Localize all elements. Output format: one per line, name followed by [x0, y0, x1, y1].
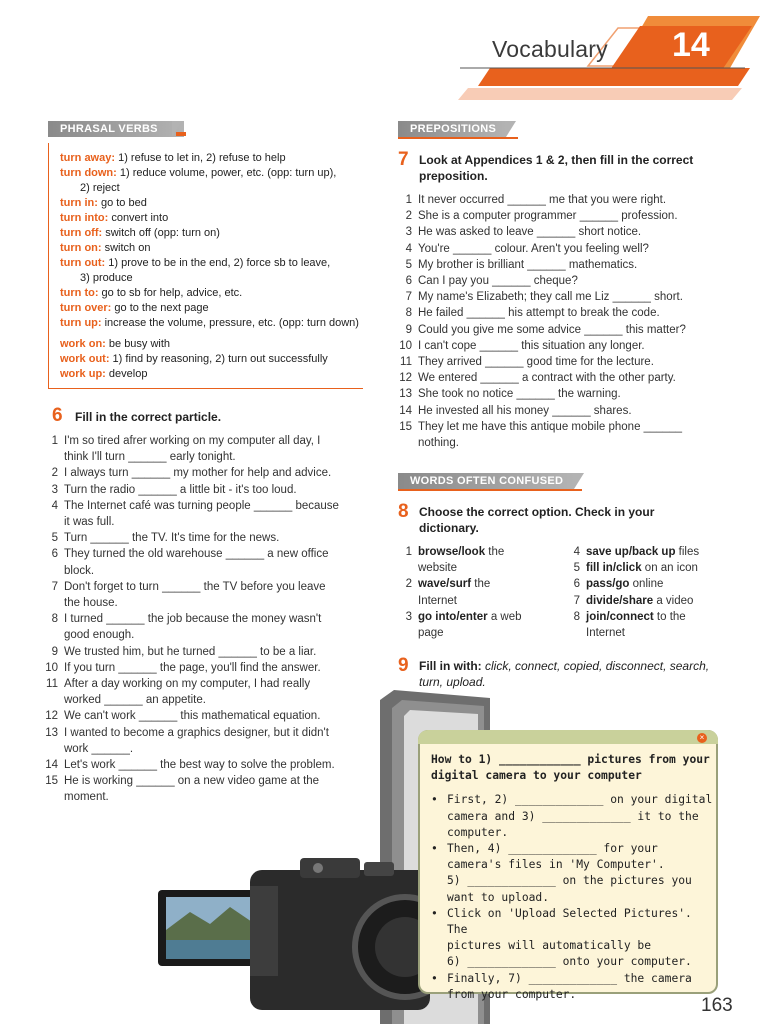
item-line: I always turn ______ my mother for help and advice.: [64, 467, 332, 480]
item-number: 15: [45, 775, 58, 788]
option-choices: join/connect: [586, 610, 654, 623]
item-text: [418, 370, 750, 386]
list-item: [390, 403, 750, 419]
item-number: 5: [405, 258, 412, 271]
phrasal-verb-entry: [60, 256, 363, 271]
option-item: [558, 560, 748, 576]
list-item: [390, 305, 750, 321]
phrasal-verb-term: work out:: [60, 353, 110, 365]
item-line: Turn ______ the TV. It's time for the news.: [64, 532, 280, 545]
list-item: [390, 273, 750, 289]
task-bullet-text: [447, 906, 716, 971]
task-bullet-text: [447, 841, 716, 906]
item-text: [418, 257, 750, 273]
item-text: [64, 660, 366, 676]
item-line: I can't cope ______ this situation any longer.: [418, 339, 645, 352]
item-line: I wanted to become a graphics designer, but it didn't: [64, 726, 329, 739]
option-item: [558, 544, 748, 560]
close-icon: ×: [697, 733, 707, 743]
list-item: [36, 773, 366, 805]
item-text: [418, 338, 750, 354]
item-line: He failed ______ his attempt to break the code.: [418, 307, 660, 320]
phrasal-verb-term: work up:: [60, 368, 106, 380]
phrasal-verb-definition: switch on: [101, 242, 151, 254]
exercise-7-heading: Look at Appendices 1 & 2, then fill in the correct preposition.: [419, 153, 694, 183]
task-content: How to 1) ____________ pictures from your digital camera to your computer • First, 2) _____________ on your digital camera and 3) _____________ it to the computer. • Then, 4) _____________ for your camera's files in 'My Computer'. 5) _____________ on the pictures you want to upload. • Click on 'Upload Selected Pictures'. The pictures will automatically be 6) _____________ onto your computer. • Finally, 7) _____________ the camera from your computer.: [431, 752, 716, 1003]
option-text: [586, 609, 748, 641]
task-line: camera's files in 'My Computer'.: [447, 858, 665, 872]
item-line: nothing.: [418, 437, 459, 450]
task-line: Then, 4) _____________ for your: [447, 842, 658, 856]
item-line: We entered ______ a contract with the other party.: [418, 372, 676, 385]
option-choices: wave/surf: [418, 578, 472, 591]
unit-number: 14: [672, 26, 710, 64]
item-line: block.: [64, 564, 95, 577]
list-item: [36, 498, 366, 530]
item-line: It never occurred ______ me that you were right.: [418, 194, 667, 206]
phrasal-verb-entry: [60, 316, 363, 331]
phrasal-verb-term: work on:: [60, 338, 106, 350]
phrasal-verb-term: turn up:: [60, 317, 102, 329]
task-bullet-text: [447, 971, 716, 1003]
item-number: 3: [405, 226, 412, 239]
list-item: [36, 579, 366, 611]
item-number: 14: [45, 759, 58, 772]
item-text: [64, 757, 366, 773]
phrasal-verb-definition: 1) find by reasoning, 2) turn out successfully: [109, 353, 328, 365]
item-number: 13: [399, 388, 412, 401]
option-text: [586, 593, 748, 609]
phrasal-verbs-box: [48, 143, 363, 389]
item-text: [418, 289, 750, 305]
camera-illustration: [150, 852, 440, 1022]
item-line: Could you give me some advice ______ this matter?: [418, 323, 686, 336]
option-text: [418, 609, 560, 641]
item-line: He is working ______ on a new video game at the: [64, 775, 320, 788]
exercise-8-heading: Choose the correct option. Check in your dictionary.: [419, 505, 655, 535]
option-item: [558, 593, 748, 609]
task-line: want to upload.: [447, 890, 550, 904]
list-item: [36, 708, 366, 724]
phrasal-verb-entry: [60, 196, 363, 211]
item-text: [64, 482, 366, 498]
item-text: [418, 224, 750, 240]
task-line: camera and 3) _____________ it to the: [447, 809, 699, 823]
option-number: 7: [573, 594, 580, 607]
item-number: 3: [51, 483, 58, 496]
phrasal-verb-entry: [60, 337, 363, 352]
item-text: [64, 644, 366, 660]
item-line: We can't work ______ this mathematical equation.: [64, 710, 321, 723]
item-number: 11: [400, 356, 412, 369]
exercise-6-number: 6: [52, 405, 63, 426]
prepositions-label: PREPOSITIONS: [398, 121, 506, 137]
phrasal-verb-term: turn to:: [60, 287, 99, 299]
exercise-8-left-options: [390, 544, 560, 641]
option-number: 1: [405, 546, 412, 558]
option-number: 5: [573, 562, 580, 575]
list-item: [390, 208, 750, 224]
list-item: [390, 386, 750, 402]
item-text: [418, 322, 750, 338]
item-number: 12: [45, 710, 58, 723]
item-text: [64, 579, 366, 611]
option-rest: files: [675, 546, 700, 558]
list-item: [36, 725, 366, 757]
item-text: [64, 611, 366, 643]
exercise-8-number: 8: [398, 501, 409, 522]
list-item: [390, 241, 750, 257]
exercise-7-number: 7: [398, 149, 409, 170]
task-box-titlebar: [418, 730, 718, 744]
phrasal-verb-definition: switch off (opp: turn on): [102, 227, 220, 239]
item-text: [64, 433, 366, 465]
item-text: [64, 498, 366, 530]
option-choices: pass/go: [586, 578, 630, 591]
task-bullet: [431, 906, 716, 971]
option-number: 6: [573, 578, 580, 591]
phrasal-verbs-label: PHRASAL VERBS: [48, 121, 184, 137]
bullet-icon: •: [431, 842, 438, 856]
option-rest: the: [471, 578, 491, 591]
item-line: worked ______ an appetite.: [64, 694, 206, 707]
phrasal-verb-entry: [60, 367, 363, 382]
item-number: 15: [399, 420, 412, 433]
option-item: [390, 609, 560, 641]
item-line: the house.: [64, 597, 118, 610]
item-line: They turned the old warehouse ______ a new office: [64, 548, 329, 561]
phrasal-verb-entry: [60, 352, 363, 367]
label-underline: [398, 489, 582, 491]
task-line: Click on 'Upload Selected Pictures'. The: [447, 906, 692, 937]
item-line: They let me have this antique mobile phone ______: [418, 420, 683, 433]
list-item: [390, 289, 750, 305]
header-decoration: [0, 0, 768, 110]
item-text: [418, 305, 750, 321]
task-bullet: [431, 792, 716, 841]
option-line: website: [418, 562, 457, 575]
option-line: Internet: [586, 627, 625, 640]
phrasal-verb-entry: [60, 271, 363, 286]
item-number: 4: [405, 242, 412, 255]
phrasal-verb-entry: [60, 181, 363, 196]
phrasal-verb-entry: [60, 166, 363, 181]
bullet-icon: •: [431, 906, 438, 920]
option-text: [586, 576, 748, 592]
item-number: 5: [51, 532, 58, 545]
option-choices: fill in/click: [586, 562, 642, 575]
item-number: 9: [51, 645, 58, 658]
task-line: pictures will automatically be: [447, 939, 652, 953]
item-line: We trusted him, but he turned ______ to be a liar.: [64, 645, 317, 658]
phrasal-verb-definition: be busy with: [105, 338, 171, 350]
option-choices: browse/look: [418, 546, 486, 558]
item-number: 14: [399, 404, 412, 417]
option-text: [586, 560, 748, 576]
item-line: I turned ______ the job because the money wasn't: [64, 613, 322, 626]
exercise-6-list: [36, 433, 366, 806]
item-line: He was asked to leave ______ short notice.: [418, 226, 642, 239]
option-item: [390, 544, 560, 576]
item-number: 6: [405, 275, 412, 288]
phrasal-verb-definition: go to bed: [97, 197, 147, 209]
list-item: [390, 370, 750, 386]
item-line: Turn the radio ______ a little bit - it's too loud.: [64, 483, 297, 496]
item-number: 1: [51, 435, 58, 447]
item-line: Don't forget to turn ______ the TV before you leave: [64, 580, 326, 593]
item-number: 8: [51, 613, 58, 626]
task-line: Finally, 7) _____________ the camera: [447, 971, 692, 985]
item-line: Can I pay you ______ cheque?: [418, 275, 578, 288]
option-line: [586, 544, 748, 560]
option-rest: a web: [487, 610, 522, 623]
label-accent: [176, 132, 186, 136]
task-line: 5) _____________ on the pictures you: [447, 874, 692, 888]
phrasal-verb-term: turn on:: [60, 242, 102, 254]
item-line: moment.: [64, 791, 109, 804]
list-item: [390, 354, 750, 370]
phrasal-verb-definition: increase the volume, pressure, etc. (opp: turn down): [101, 317, 359, 329]
option-text: [586, 544, 748, 560]
option-line: [418, 544, 560, 560]
task-line: computer.: [447, 825, 509, 839]
option-item: [390, 576, 560, 608]
list-item: [390, 192, 750, 208]
phrasal-verb-term: turn off:: [60, 227, 103, 239]
option-number: 8: [573, 610, 580, 623]
option-rest: on an icon: [641, 562, 698, 575]
list-item: [36, 676, 366, 708]
item-number: 7: [51, 580, 58, 593]
phrasal-verb-entry: [60, 241, 363, 256]
item-number: 11: [46, 678, 58, 691]
list-item: [390, 322, 750, 338]
item-text: [418, 192, 750, 208]
item-line: My name's Elizabeth; they call me Liz ______ short.: [418, 291, 683, 304]
list-item: [36, 482, 366, 498]
option-choices: save up/back up: [586, 546, 676, 558]
option-line: [586, 560, 748, 576]
item-text: [64, 530, 366, 546]
item-number: 7: [405, 291, 412, 304]
item-text: [64, 773, 366, 805]
list-item: [36, 611, 366, 643]
exercise-8-right-options: [558, 544, 748, 641]
item-number: 12: [399, 372, 412, 385]
item-text: [64, 546, 366, 578]
option-line: [586, 609, 748, 625]
phrasal-verb-definition: go to sb for help, advice, etc.: [98, 287, 243, 299]
item-line: You're ______ colour. Aren't you feeling well?: [418, 242, 649, 255]
item-line: My brother is brilliant ______ mathematics.: [418, 258, 638, 271]
item-number: 2: [405, 210, 412, 223]
list-item: [36, 757, 366, 773]
option-text: [418, 576, 560, 608]
item-text: [418, 241, 750, 257]
option-item: [558, 609, 748, 641]
phrasal-verb-term: turn down:: [60, 167, 117, 179]
phrasal-verb-definition: 1) refuse to let in, 2) refuse to help: [115, 152, 286, 164]
task-line: First, 2) _____________ on your digital: [447, 793, 713, 807]
phrasal-verb-definition: 2) reject: [80, 182, 120, 194]
option-rest: to the: [653, 610, 686, 623]
item-line: Let's work ______ the best way to solve the problem.: [64, 759, 335, 772]
exercise-7-list: [390, 192, 750, 451]
task-bullet: [431, 841, 716, 906]
item-text: [64, 725, 366, 757]
option-choices: divide/share: [586, 594, 654, 607]
option-line: Internet: [418, 594, 457, 607]
list-item: [390, 419, 750, 451]
item-line: She is a computer programmer ______ profession.: [418, 210, 678, 223]
item-text: [64, 708, 366, 724]
item-text: [418, 354, 750, 370]
phrasal-verb-entry: [60, 301, 363, 316]
option-rest: online: [629, 578, 664, 591]
option-number: 2: [405, 578, 412, 591]
option-rest: the: [485, 546, 505, 558]
item-line: The Internet café was turning people ______ because: [64, 499, 339, 512]
item-text: [64, 465, 366, 481]
phrasal-verb-entry: [60, 151, 363, 166]
item-number: 8: [405, 307, 412, 320]
page-title: Vocabulary: [492, 36, 608, 62]
item-text: [418, 273, 750, 289]
item-text: [64, 676, 366, 708]
task-line: 6) _____________ onto your computer.: [447, 955, 692, 969]
list-item: [36, 546, 366, 578]
item-line: She took no notice ______ the warning.: [418, 388, 621, 401]
list-item: [390, 224, 750, 240]
option-line: [418, 609, 560, 625]
list-item: [36, 433, 366, 465]
item-line: good enough.: [64, 629, 135, 642]
list-item: [36, 660, 366, 676]
item-text: [418, 403, 750, 419]
bullet-icon: •: [431, 793, 438, 807]
phrasal-verb-term: turn away:: [60, 152, 116, 164]
phrasal-verb-definition: 1) reduce volume, power, etc. (opp: turn up),: [116, 167, 337, 179]
item-line: it was full.: [64, 516, 115, 529]
item-number: 4: [51, 499, 58, 512]
exercise-9-heading: Fill in with: click, connect, copied, disconnect, search, turn, upload.: [419, 659, 710, 689]
item-line: They arrived ______ good time for the lecture.: [418, 356, 654, 369]
item-text: [418, 208, 750, 224]
phrasal-verb-definition: go to the next page: [111, 302, 209, 314]
list-item: [390, 257, 750, 273]
task-bullet: [431, 971, 716, 1003]
phrasal-verb-definition: convert into: [108, 212, 169, 224]
list-item: [36, 644, 366, 660]
item-number: 10: [399, 339, 412, 352]
option-number: 4: [573, 546, 580, 558]
phrasal-verb-term: turn over:: [60, 302, 112, 314]
page-number: 163: [701, 995, 733, 1016]
option-line: [586, 576, 748, 592]
label-tab-shape: [574, 473, 584, 489]
phrasal-verb-definition: 1) prove to be in the end, 2) force sb to leave,: [105, 257, 331, 269]
item-line: I'm so tired afrer working on my computer all day, I: [64, 435, 321, 447]
list-item: [390, 338, 750, 354]
words-often-confused-label: WORDS OFTEN CONFUSED: [398, 473, 574, 489]
item-line: think I'll turn ______ early tonight.: [64, 451, 236, 464]
item-number: 13: [45, 726, 58, 739]
item-text: [418, 419, 750, 451]
option-line: page: [418, 627, 444, 640]
phrasal-verb-entry: [60, 211, 363, 226]
item-number: 1: [405, 194, 412, 206]
phrasal-verb-entry: [60, 286, 363, 301]
exercise-9-number: 9: [398, 655, 409, 676]
bullet-icon: •: [431, 971, 438, 985]
label-tab-shape: [506, 121, 516, 137]
option-choices: go into/enter: [418, 610, 488, 623]
task-line: from your computer.: [447, 987, 577, 1001]
item-line: After a day working on my computer, I had really: [64, 678, 311, 691]
option-item: [558, 576, 748, 592]
item-line: He invested all his money ______ shares.: [418, 404, 632, 417]
item-number: 9: [405, 323, 412, 336]
phrasal-verb-entry: [60, 226, 363, 241]
phrasal-verb-term: turn out:: [60, 257, 106, 269]
phrasal-verb-term: turn in:: [60, 197, 98, 209]
phrasal-verb-definition: 3) produce: [80, 272, 133, 284]
list-item: [36, 530, 366, 546]
item-text: [418, 386, 750, 402]
item-number: 6: [51, 548, 58, 561]
item-line: If you turn ______ the page, you'll find the answer.: [64, 661, 321, 674]
option-line: [418, 576, 560, 592]
label-underline: [398, 137, 518, 139]
exercise-6-heading: Fill in the correct particle.: [75, 410, 222, 424]
phrasal-verb-term: turn into:: [60, 212, 109, 224]
task-bullet-text: [447, 792, 716, 841]
option-number: 3: [405, 610, 412, 623]
phrasal-verb-definition: develop: [105, 368, 148, 380]
option-rest: a video: [653, 594, 694, 607]
option-text: [418, 544, 560, 576]
item-line: work ______.: [64, 742, 134, 755]
item-number: 10: [45, 661, 58, 674]
option-line: [586, 593, 748, 609]
item-number: 2: [51, 467, 58, 480]
list-item: [36, 465, 366, 481]
